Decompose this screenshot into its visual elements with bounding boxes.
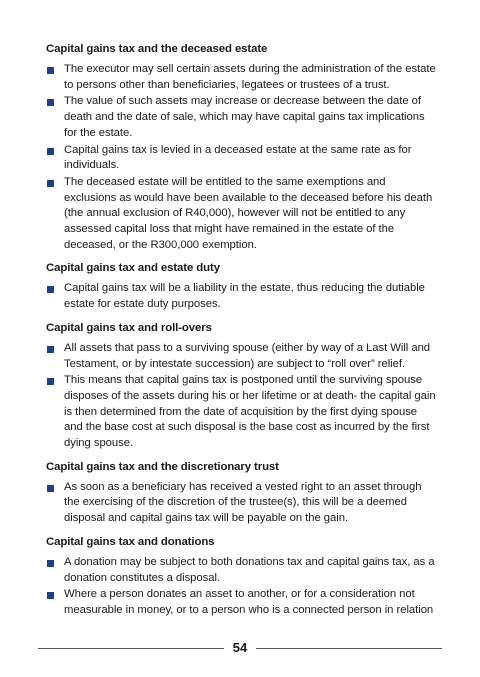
section-heading: Capital gains tax and estate duty [46, 262, 220, 275]
section [46, 261, 438, 312]
bullet-list [46, 281, 438, 312]
list-item [46, 341, 438, 372]
list-item [46, 555, 438, 586]
section-heading: Capital gains tax and the discretionary trust [46, 460, 279, 473]
section [46, 321, 438, 452]
list-item-text: A donation may be subject to both donations tax and capital gains tax, as a donation constitutes a disposal. [64, 555, 435, 584]
list-item [46, 281, 438, 312]
list-item [46, 587, 438, 618]
list-item-text: Capital gains tax is levied in a deceased estate at the same rate as for individuals. [64, 143, 412, 172]
square-bullet-icon [47, 592, 54, 599]
list-item-text: All assets that pass to a surviving spouse (either by way of a Last Will and Testament, or by intestate succession) are subject to “roll over” relief. [64, 341, 431, 370]
list-item [46, 373, 438, 452]
square-bullet-icon [47, 67, 54, 74]
bullet-list [46, 62, 438, 253]
square-bullet-icon [47, 286, 54, 293]
bullet-list [46, 555, 438, 619]
section-heading: Capital gains tax and the deceased estate [46, 43, 268, 55]
list-item-text: The deceased estate will be entitled to the same exemptions and exclusions as would have been available to the deceased before his death (the annual exclusion of R40,000), however will not be entitled to any assessed capital loss that might have remained in the estate of the deceased, or the R300,000 exemption. [64, 175, 433, 251]
square-bullet-icon [47, 378, 54, 385]
section [46, 460, 438, 527]
list-item-text: Capital gains tax will be a liability in the estate, thus reducing the dutiable estate for estate duty purposes. [64, 282, 425, 311]
list-item-text: Where a person donates an asset to another, or for a consideration not measurable in money, or to a person who is a connected person in relation [64, 588, 434, 616]
footer-rule-left [38, 648, 224, 649]
square-bullet-icon [47, 148, 54, 155]
square-bullet-icon [47, 560, 54, 567]
section [46, 42, 438, 253]
list-item [46, 480, 438, 527]
list-item [46, 94, 438, 141]
list-item-text: The executor may sell certain assets during the administration of the estate to persons other than beneficiaries, legatees or trustees of a trust. [64, 63, 436, 91]
footer-rule-right [256, 648, 442, 649]
section-heading: Capital gains tax and roll-overs [46, 321, 212, 334]
section [46, 535, 438, 619]
square-bullet-icon [47, 180, 54, 187]
list-item-text: The value of such assets may increase or decrease between the date of death and the date of sale, which may have capital gains tax implications for the estate. [64, 95, 425, 139]
list-item [46, 62, 438, 93]
list-item [46, 143, 438, 174]
list-item-text: This means that capital gains tax is postponed until the surviving spouse disposes of the assets during his or her lifetime or at death- the capital gain is then determined from the date of acquisition by the first dying spouse and the base cost at such disposal is the base cost as incurred by the first dying spouse. [64, 374, 436, 450]
page-content [46, 42, 438, 627]
square-bullet-icon [47, 99, 54, 106]
list-item-text: As soon as a beneficiary has received a vested right to an asset through the exercising of the discretion of the trustee(s), this will be a deemed disposal and capital gains tax will be payable on the gain. [64, 480, 422, 525]
page-footer [38, 641, 442, 655]
page-number: 54 [232, 640, 248, 655]
list-item [46, 175, 438, 254]
bullet-list [46, 341, 438, 452]
section-heading: Capital gains tax and donations [46, 535, 215, 548]
square-bullet-icon [47, 485, 54, 492]
square-bullet-icon [47, 346, 54, 353]
bullet-list [46, 480, 438, 527]
